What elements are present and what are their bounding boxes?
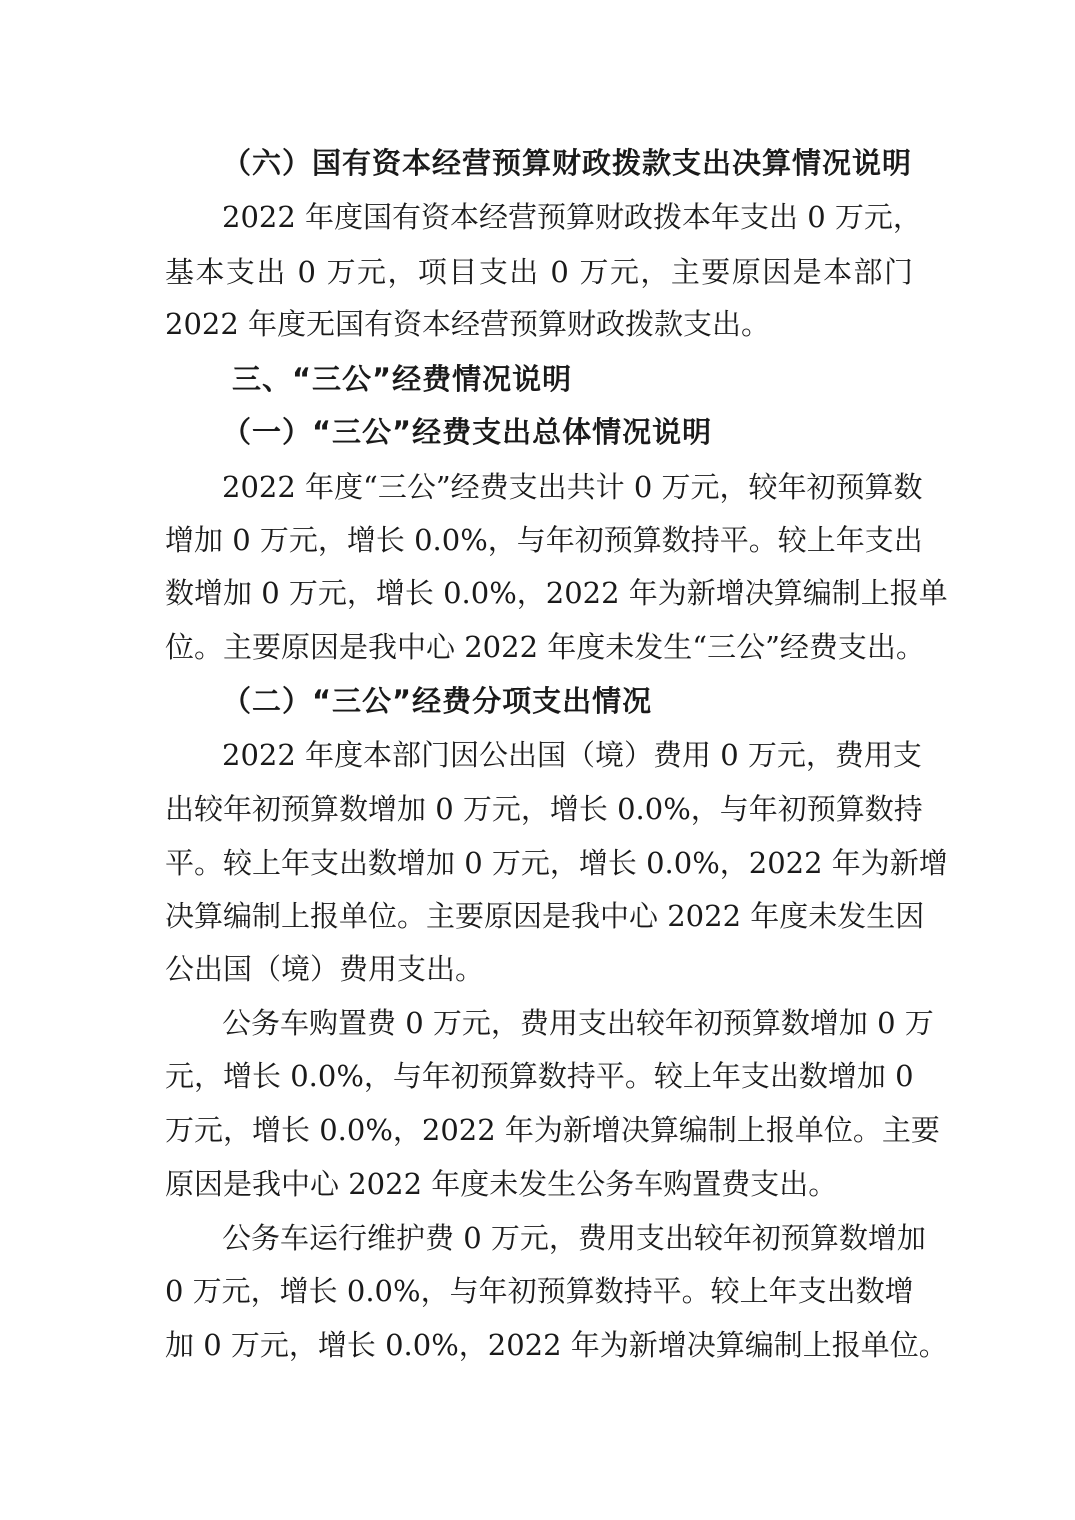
subsection-heading-two: （二）“三公”经费分项支出情况 bbox=[222, 684, 653, 718]
paragraph-line: 位。主要原因是我中心 2022 年度未发生“三公”经费支出。 bbox=[165, 630, 925, 664]
paragraph-line: 加 0 万元，增长 0.0%，2022 年为新增决算编制上报单位。 bbox=[165, 1328, 948, 1362]
paragraph-line: 数增加 0 万元，增长 0.0%，2022 年为新增决算编制上报单 bbox=[165, 576, 948, 610]
paragraph-line: 2022 年度无国有资本经营预算财政拨款支出。 bbox=[165, 307, 771, 341]
paragraph-line: 公出国（境）费用支出。 bbox=[165, 952, 485, 986]
paragraph-line: 0 万元，增长 0.0%，与年初预算数持平。较上年支出数增 bbox=[165, 1274, 914, 1308]
paragraph-line: 平。较上年支出数增加 0 万元，增长 0.0%，2022 年为新增 bbox=[165, 846, 948, 880]
paragraph-line: 基本支出 0 万元，项目支出 0 万元，主要原因是本部门 bbox=[165, 255, 913, 289]
paragraph-line: 公务车运行维护费 0 万元，费用支出较年初预算数增加 bbox=[222, 1221, 926, 1255]
paragraph-line: 2022 年度本部门因公出国（境）费用 0 万元，费用支 bbox=[222, 738, 922, 772]
paragraph-line: 元，增长 0.0%，与年初预算数持平。较上年支出数增加 0 bbox=[165, 1059, 914, 1093]
paragraph-line: 万元，增长 0.0%，2022 年为新增决算编制上报单位。主要 bbox=[165, 1113, 940, 1147]
paragraph-line: 原因是我中心 2022 年度未发生公务车购置费支出。 bbox=[165, 1167, 838, 1201]
section-heading-three: 三、“三公”经费情况说明 bbox=[232, 362, 573, 396]
paragraph-line: 2022 年度国有资本经营预算财政拨本年支出 0 万元， bbox=[222, 200, 922, 234]
paragraph-line: 2022 年度“三公”经费支出共计 0 万元，较年初预算数 bbox=[222, 470, 923, 504]
paragraph-line: 公务车购置费 0 万元，费用支出较年初预算数增加 0 万 bbox=[222, 1006, 934, 1040]
section-heading-six: （六）国有资本经营预算财政拨款支出决算情况说明 bbox=[222, 146, 913, 180]
subsection-heading-one: （一）“三公”经费支出总体情况说明 bbox=[222, 415, 713, 449]
paragraph-line: 出较年初预算数增加 0 万元，增长 0.0%，与年初预算数持 bbox=[165, 792, 923, 826]
paragraph-line: 决算编制上报单位。主要原因是我中心 2022 年度未发生因 bbox=[165, 899, 925, 933]
paragraph-line: 增加 0 万元，增长 0.0%，与年初预算数持平。较上年支出 bbox=[165, 523, 923, 557]
